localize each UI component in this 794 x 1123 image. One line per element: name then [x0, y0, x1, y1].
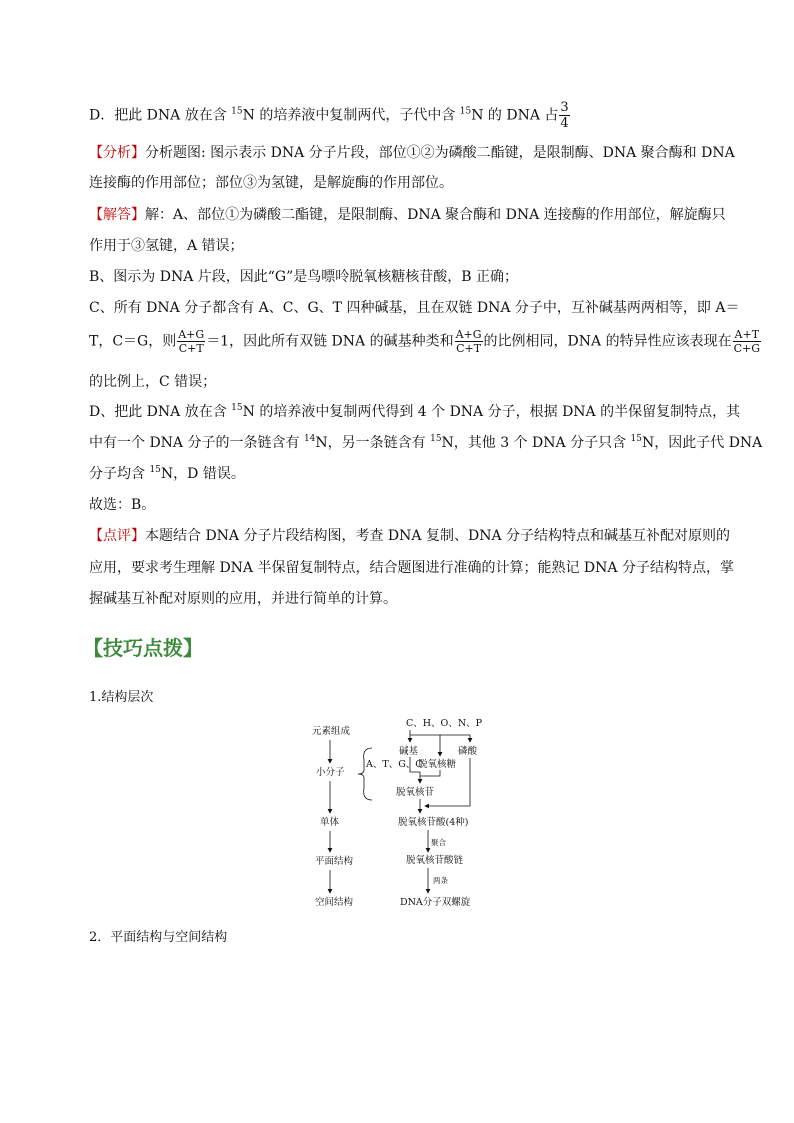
text: C、所有 DNA 分子都含有 A、C、G、T 四种碱基，且在双链 DNA 分子中，互补碱基两两相等，即 A＝ — [89, 300, 740, 316]
two-chains-label: 两条 — [433, 876, 448, 885]
text: N，因此子代 DNA — [642, 435, 763, 451]
superscript: 15 — [231, 106, 243, 117]
superscript: 14 — [303, 434, 316, 444]
polymerize-label: 聚合 — [431, 838, 446, 847]
deoxyribose-label: 脱氧核糖 — [418, 759, 457, 770]
text: T，C＝G，则 — [89, 333, 177, 350]
text: 作用于③氢键，A 错误； — [89, 238, 244, 254]
text: 本题结合 DNA 分子片段结构图，考查 DNA 复制、DNA 分子结构特点和碱基互补配对原则的 — [145, 528, 731, 544]
section-1-title: 1.结构层次 — [89, 690, 154, 705]
fraction-numerator: A+T — [734, 328, 760, 341]
text: 连接酶的作用部位；部位③为氢键，是解旋酶的作用部位。 — [89, 175, 453, 191]
fraction-numerator: A+G — [455, 328, 482, 341]
text: D、把此 DNA 放在含 — [89, 404, 232, 420]
fraction-numerator: A+G — [178, 328, 205, 341]
text: N，其他 3 个 DNA 分子只含 — [441, 435, 631, 451]
text: 应用，要求考生理解 DNA 半保留复制特点，结合题图进行准确的计算；能熟记 DNA 分子结构特点，掌 — [89, 560, 734, 576]
fraction-denominator: C+T — [456, 342, 482, 355]
text: N 的 DNA 占 — [471, 107, 559, 124]
superscript: 15 — [149, 465, 161, 475]
text: B、图示为 DNA 片段，因此“G”是鸟嘌呤脱氧核糖核苷酸，B 正确； — [89, 269, 519, 285]
superscript: 15 — [459, 106, 472, 117]
text: 的比例相同，DNA 的特异性应该表现在 — [483, 333, 732, 350]
superscript: 15 — [231, 403, 243, 413]
chain-label: 脱氧核苷酸链 — [406, 855, 464, 866]
comment-tag: 【点评】 — [89, 528, 145, 544]
bases-list: A、T、G、C — [366, 759, 423, 770]
fraction-denominator: 4 — [560, 116, 569, 131]
arrow — [420, 770, 440, 776]
superscript: 15 — [630, 434, 642, 444]
text: 分子均含 — [89, 466, 150, 482]
fraction-denominator: C+G — [733, 342, 761, 355]
fraction-denominator: C+T — [178, 342, 204, 355]
elements-label: C、H、O、N、P — [406, 718, 483, 729]
level-planar: 平面结构 — [315, 856, 354, 867]
fraction-numerator: 3 — [560, 100, 569, 115]
level-spatial: 空间结构 — [315, 897, 354, 908]
text: D．把此 DNA 放在含 — [89, 107, 232, 124]
level-monomer: 单体 — [320, 817, 340, 828]
base-label: 碱基 — [399, 746, 419, 757]
text: N，D 错误。 — [160, 466, 245, 482]
analysis-tag: 【分析】 — [89, 145, 145, 161]
arrow — [440, 735, 470, 742]
text: 的比例上，C 错误； — [89, 374, 217, 390]
phosphate-label: 磷酸 — [458, 746, 478, 757]
text: N，另一条链含有 — [315, 435, 431, 451]
nucleoside-label: 脱氧核苷 — [396, 787, 435, 798]
tips-heading: 【技巧点拨】 — [83, 636, 203, 660]
answer-tag: 【解答】 — [89, 207, 145, 223]
text: 解：A、部位①为磷酸二酯键，是限制酶、DNA 聚合酶和 DNA 连接酶的作用部位，解旋酶只 — [145, 207, 726, 223]
text: 分析题图: 图示表示 DNA 分子片段，部位①②为磷酸二酯键，是限制酶、DNA 聚合酶和 DNA — [145, 145, 735, 161]
text: 握碱基互补配对原则的应用，并进行简单的计算。 — [89, 591, 397, 607]
brace — [358, 748, 372, 800]
text: ＝1，因此所有双链 DNA 的碱基种类和 — [206, 333, 454, 350]
text: N 的培养液中复制两代得到 4 个 DNA 分子，根据 DNA 的半保留复制特点，其 — [242, 404, 741, 420]
superscript: 15 — [430, 434, 442, 444]
text: 中有一个 DNA 分子的一条链含有 — [89, 435, 304, 451]
nucleotide-label: 脱氧核苷酸(4种) — [398, 817, 469, 828]
text: N 的培养液中复制两代，子代中含 — [242, 107, 460, 124]
text: 故选：B。 — [89, 497, 156, 513]
section-2-title: 2．平面结构与空间结构 — [89, 930, 228, 945]
double-helix-label: DNA分子双螺旋 — [400, 897, 471, 908]
level-small-molecule: 小分子 — [316, 767, 345, 778]
level-elements: 元素组成 — [312, 726, 351, 737]
